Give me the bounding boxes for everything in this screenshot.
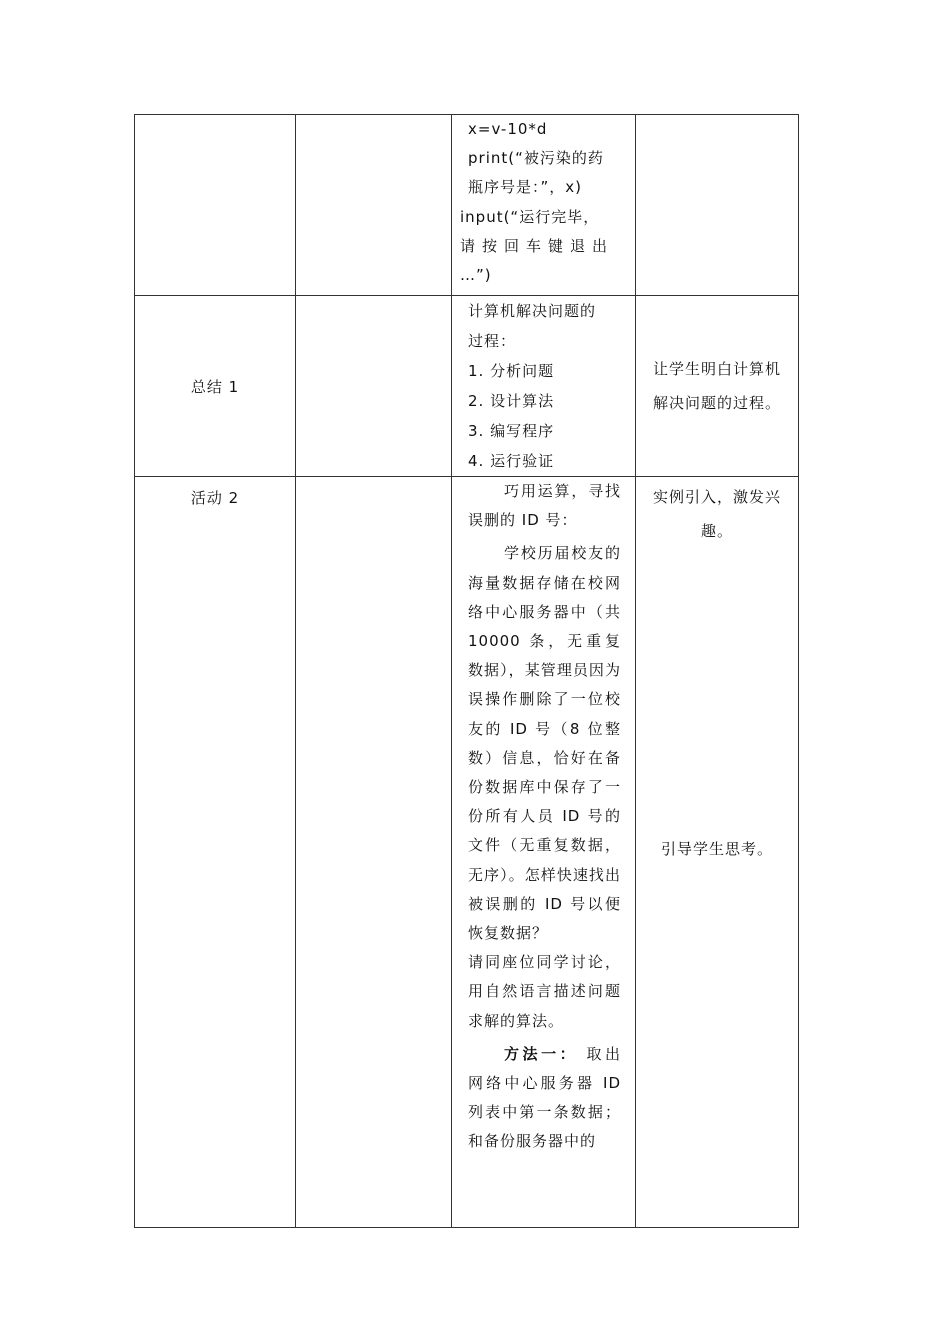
process-step: 1. 分析问题 [468, 362, 555, 380]
row1-col1 [135, 115, 296, 296]
code-line: x=v-10*d [468, 120, 548, 138]
activity-note-mid: 引导学生思考。 [660, 840, 773, 858]
process-cell [452, 296, 636, 477]
table-row [135, 477, 799, 1228]
activity-label [135, 477, 296, 1228]
activity-notes [636, 477, 799, 1228]
summary-label [135, 296, 296, 477]
activity-discuss: 请同座位同学讨论，用自然语言描述问题求解的算法。 [468, 953, 621, 1030]
process-step: 2. 设计算法 [468, 392, 555, 410]
code-line: 瓶序号是：”，x) [468, 178, 583, 197]
summary-note [636, 296, 799, 477]
code-line: 请按回车键退出 [460, 236, 615, 255]
activity-content [452, 477, 636, 1228]
row1-col2 [296, 115, 452, 296]
activity-note-top: 实例引入，激发兴趣。 [652, 488, 781, 540]
activity-intro: 巧用运算，寻找误删的 ID 号： [468, 482, 621, 530]
process-line: 过程： [468, 332, 517, 350]
process-step: 3. 编写程序 [468, 422, 555, 440]
table-row [135, 115, 799, 296]
code-line: print(“被污染的药 [468, 149, 604, 168]
row1-col4 [636, 115, 799, 296]
method-one-label: 方法一： [504, 1044, 579, 1063]
code-cell [452, 115, 636, 296]
process-line: 计算机解决问题的 [468, 302, 597, 320]
method-one [468, 1036, 621, 1157]
summary-label-text: 总结 1 [190, 377, 240, 396]
row2-col2 [296, 296, 452, 477]
activity-label-text: 活动 2 [190, 489, 240, 507]
code-line: …”) [460, 266, 492, 285]
activity-problem: 学校历届校友的海量数据存储在校网络中心服务器中（共 10000 条，无重复数据），某管理员因为误操作删除了一位校友的 ID 号（8 位整数）信息，恰好在备份数据库中保存了一份所有人员 ID 号的文件（无重复数据，无序）。怎样快速找出被误删的 ID 号以便恢复数据？ [468, 544, 621, 943]
table-row [135, 296, 799, 477]
row3-col2 [296, 477, 452, 1228]
method-one-text: 取出网络中心服务器 ID 列表中第一条数据；和备份服务器中的 [468, 1044, 621, 1151]
process-step: 4. 运行验证 [468, 452, 555, 470]
lesson-plan-table [134, 114, 799, 1228]
summary-note-text: 让学生明白计算机解决问题的过程。 [652, 360, 781, 412]
code-line: input(“运行完毕， [460, 207, 600, 226]
